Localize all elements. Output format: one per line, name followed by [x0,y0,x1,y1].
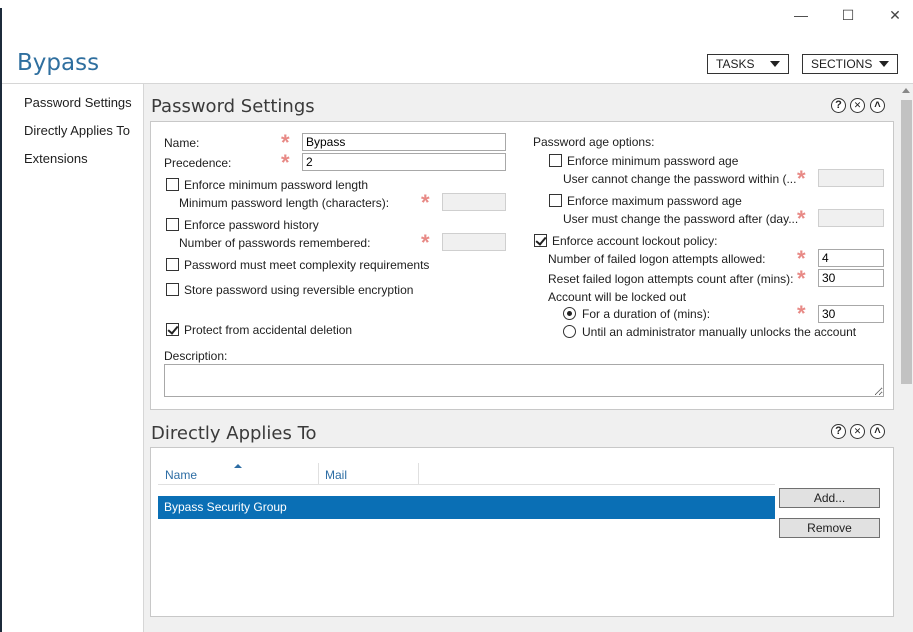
column-divider[interactable] [418,463,419,485]
reversible-label: Store password using reversible encryption [184,283,414,297]
section-nav [2,84,144,632]
reset-field[interactable] [818,269,884,287]
tasks-dropdown[interactable] [707,54,789,74]
failed-attempts-label: Number of failed logon attempts allowed: [548,252,766,266]
duration-radio[interactable] [563,307,576,320]
help-icon[interactable]: ? [831,424,846,439]
close-section-icon[interactable]: ✕ [850,98,865,113]
required-icon: * [797,166,806,191]
scrollbar-thumb[interactable] [901,100,912,384]
required-icon: * [281,150,290,175]
min-age-sub-label: User cannot change the password within (... [563,172,797,186]
max-age-field[interactable] [818,209,884,227]
sections-label: SECTIONS [811,57,873,71]
nav-item-password-settings[interactable]: Password Settings [24,95,132,110]
scroll-up-icon[interactable] [902,88,910,93]
column-header-name[interactable]: Name [165,468,198,482]
chevron-down-icon [879,61,889,67]
remembered-field[interactable] [442,233,506,251]
name-field[interactable] [302,133,506,151]
password-settings-title: Password Settings [151,96,315,117]
required-icon: * [797,206,806,231]
protect-label: Protect from accidental deletion [184,323,353,337]
enforce-min-length-label: Enforce minimum password length [184,178,369,192]
close-icon[interactable]: ✕ [889,7,901,23]
required-icon: * [421,190,430,215]
enforce-history-checkbox[interactable] [166,218,179,231]
complexity-checkbox[interactable] [166,258,179,271]
required-icon: * [421,230,430,255]
nav-item-directly-applies-to[interactable]: Directly Applies To [24,123,130,138]
precedence-label: Precedence: [164,156,232,170]
enforce-max-age-checkbox[interactable] [549,194,562,207]
lockout-checkbox[interactable] [534,234,547,247]
name-label: Name: [164,136,200,150]
chevron-down-icon [770,61,780,67]
table-row[interactable]: Bypass Security Group [158,496,775,519]
directly-applies-to-title: Directly Applies To [151,423,317,444]
sections-dropdown[interactable] [802,54,898,74]
reset-label: Reset failed logon attempts count after (mins): [548,272,794,286]
reversible-checkbox[interactable] [166,283,179,296]
maximize-icon[interactable]: ☐ [841,7,855,23]
min-age-field[interactable] [818,169,884,187]
column-header-mail[interactable]: Mail [325,468,348,482]
locked-out-label: Account will be locked out [548,290,687,304]
collapse-icon[interactable]: ˄ [870,98,885,113]
enforce-history-label: Enforce password history [184,218,319,232]
enforce-min-age-label: Enforce minimum password age [567,154,739,168]
enforce-min-length-checkbox[interactable] [166,178,179,191]
protect-checkbox[interactable] [166,323,179,336]
minimize-icon[interactable]: — [794,7,808,23]
enforce-max-age-label: Enforce maximum password age [567,194,742,208]
add-button[interactable]: Add... [779,488,880,508]
column-divider[interactable] [318,463,319,485]
manual-unlock-label: Until an administrator manually unlocks the account [582,325,857,339]
remove-button[interactable]: Remove [779,518,880,538]
required-icon: * [281,130,290,155]
complexity-label: Password must meet complexity requirements [184,258,430,272]
duration-label: For a duration of (mins): [582,307,711,321]
sort-ascending-icon [234,464,242,468]
manual-unlock-radio[interactable] [563,325,576,338]
required-icon: * [797,301,806,326]
precedence-field[interactable] [302,153,506,171]
page-title: Bypass [17,50,100,76]
max-age-sub-label: User must change the password after (day... [563,212,799,226]
collapse-icon[interactable]: ˄ [870,424,885,439]
enforce-min-age-checkbox[interactable] [549,154,562,167]
description-field[interactable] [164,364,884,397]
close-section-icon[interactable]: ✕ [850,424,865,439]
grid-header [158,463,775,485]
duration-field[interactable] [818,305,884,323]
min-length-label: Minimum password length (characters): [179,196,390,210]
lockout-label: Enforce account lockout policy: [552,234,718,248]
help-icon[interactable]: ? [831,98,846,113]
required-icon: * [797,266,806,291]
failed-attempts-field[interactable] [818,249,884,267]
age-options-label: Password age options: [533,135,655,149]
required-icon: * [797,246,806,271]
tasks-label: TASKS [716,57,755,71]
description-label: Description: [164,349,228,363]
nav-item-extensions[interactable]: Extensions [24,151,88,166]
min-length-field[interactable] [442,193,506,211]
remembered-label: Number of passwords remembered: [179,236,371,250]
bottom-edge [144,625,913,632]
